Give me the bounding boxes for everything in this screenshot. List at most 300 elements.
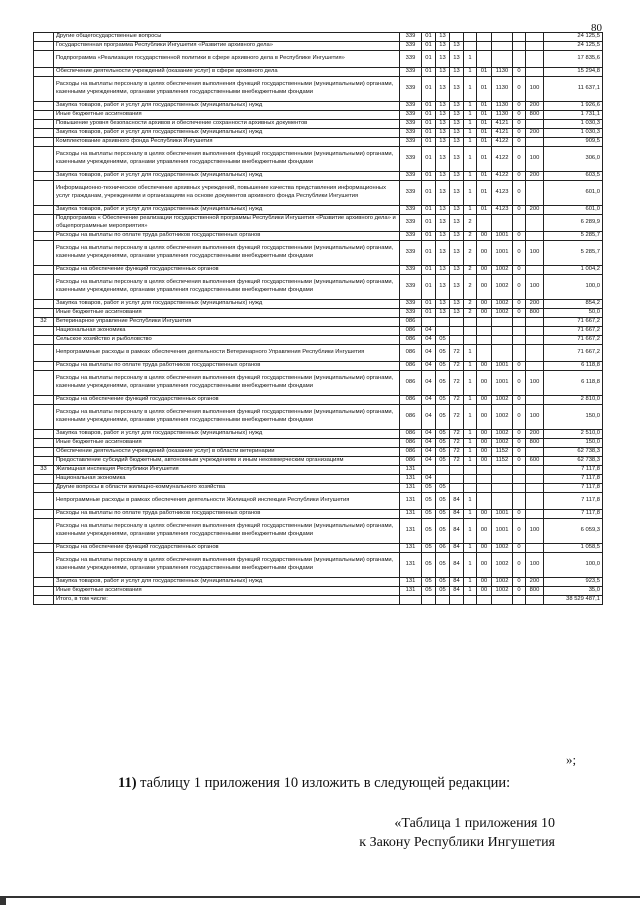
table-row [34, 120, 603, 129]
code-activity: 00 [477, 430, 492, 439]
code-subprogram: 1 [464, 129, 477, 138]
code-subprogram [464, 484, 477, 493]
code-ministry: 339 [400, 111, 422, 120]
row-name: Закупка товаров, работ и услуг для государственных (муниципальных) нужд [54, 430, 400, 439]
code-program: 84 [450, 519, 464, 544]
row-amount: 6 289,9 [544, 215, 603, 232]
code-subprogram: 1 [464, 587, 477, 596]
amendment-instruction [118, 775, 510, 792]
row-number [34, 206, 54, 215]
code-ministry: 339 [400, 33, 422, 42]
code-activity: 01 [477, 138, 492, 147]
row-number [34, 51, 54, 68]
code-section: 04 [422, 345, 436, 362]
code-ministry: 339 [400, 266, 422, 275]
code-subprogram: 1 [464, 172, 477, 181]
row-amount: 71 667,2 [544, 327, 603, 336]
code-subsection [436, 475, 450, 484]
code-subprogram: 1 [464, 544, 477, 553]
code-activity: 00 [477, 587, 492, 596]
row-number [34, 439, 54, 448]
table-row [34, 587, 603, 596]
code-subsection: 13 [436, 300, 450, 309]
code-subsection: 13 [436, 181, 450, 206]
code-ministry: 339 [400, 147, 422, 172]
code-section: 04 [422, 430, 436, 439]
code-suffix [513, 596, 526, 605]
code-suffix: 0 [513, 544, 526, 553]
code-expense-type [526, 266, 544, 275]
code-activity: 00 [477, 448, 492, 457]
code-direction: 1130 [492, 77, 513, 102]
code-expense-type: 800 [526, 111, 544, 120]
table-row [34, 318, 603, 327]
row-number [34, 68, 54, 77]
code-ministry: 086 [400, 430, 422, 439]
code-expense-type: 800 [526, 587, 544, 596]
code-direction [492, 51, 513, 68]
row-amount: 6 118,8 [544, 371, 603, 396]
code-subsection: 05 [436, 396, 450, 405]
code-program: 72 [450, 362, 464, 371]
table-row [34, 111, 603, 120]
code-expense-type [526, 362, 544, 371]
code-suffix: 0 [513, 587, 526, 596]
code-direction: 1002 [492, 544, 513, 553]
code-program: 72 [450, 439, 464, 448]
table-row [34, 457, 603, 466]
row-amount: 1 030,3 [544, 129, 603, 138]
code-direction: 1152 [492, 448, 513, 457]
code-expense-type [526, 466, 544, 475]
row-number [34, 172, 54, 181]
row-name: Расходы на выплаты персоналу в целях обеспечения выполнения функций государственными (муниципальными) органами, казенными учреждениями, органами управления государственными внебюджетными фондами [54, 405, 400, 430]
row-number: 33 [34, 466, 54, 475]
code-suffix: 0 [513, 77, 526, 102]
row-name: Расходы на выплаты персоналу в целях обеспечения выполнения функций государственными (муниципальными) органами, казенными учреждениями, органами управления государственными внебюджетными фондами [54, 241, 400, 266]
row-amount: 62 738,3 [544, 448, 603, 457]
code-program: 84 [450, 578, 464, 587]
code-suffix [513, 318, 526, 327]
code-expense-type: 100 [526, 77, 544, 102]
code-section: 01 [422, 111, 436, 120]
code-program: 84 [450, 553, 464, 578]
row-amount: 150,0 [544, 405, 603, 430]
code-direction [492, 345, 513, 362]
code-direction [492, 596, 513, 605]
code-activity [477, 493, 492, 510]
code-subsection: 05 [436, 519, 450, 544]
code-section: 01 [422, 51, 436, 68]
table-row [34, 336, 603, 345]
table-row [34, 206, 603, 215]
code-direction: 1130 [492, 111, 513, 120]
row-name: Подпрограмма «Реализация государственной политики в сфере архивного дела в Республике Ингушетия» [54, 51, 400, 68]
code-ministry: 339 [400, 241, 422, 266]
code-direction: 1002 [492, 309, 513, 318]
code-section: 04 [422, 457, 436, 466]
code-section: 05 [422, 553, 436, 578]
table-row [34, 327, 603, 336]
code-subsection: 05 [436, 578, 450, 587]
code-subprogram: 1 [464, 102, 477, 111]
code-program: 72 [450, 448, 464, 457]
code-subsection: 13 [436, 275, 450, 300]
code-suffix [513, 493, 526, 510]
code-expense-type: 200 [526, 430, 544, 439]
code-suffix [513, 466, 526, 475]
table-row [34, 544, 603, 553]
row-name: Расходы на выплаты персоналу в целях обеспечения выполнения функций государственными (муниципальными) органами, казенными учреждениями, органами управления государственными внебюджетными фондами [54, 275, 400, 300]
row-amount: 601,0 [544, 181, 603, 206]
code-subsection: 06 [436, 544, 450, 553]
code-subsection: 13 [436, 241, 450, 266]
row-amount: 50,0 [544, 309, 603, 318]
budget-table-body [34, 33, 603, 605]
code-subprogram [464, 336, 477, 345]
row-name: Жилищная инспекция Республики Ингушетия [54, 466, 400, 475]
code-ministry: 131 [400, 519, 422, 544]
code-subprogram [464, 466, 477, 475]
code-section: 05 [422, 484, 436, 493]
row-number [34, 33, 54, 42]
code-section [422, 596, 436, 605]
code-section: 01 [422, 215, 436, 232]
code-suffix [513, 42, 526, 51]
code-program: 84 [450, 587, 464, 596]
code-program: 13 [450, 129, 464, 138]
code-program: 13 [450, 120, 464, 129]
code-program: 13 [450, 138, 464, 147]
table-row [34, 138, 603, 147]
row-amount: 601,0 [544, 206, 603, 215]
row-amount: 71 667,2 [544, 318, 603, 327]
code-program: 13 [450, 147, 464, 172]
row-number [34, 493, 54, 510]
code-ministry: 086 [400, 396, 422, 405]
code-ministry: 339 [400, 172, 422, 181]
row-name: Обеспечение деятельности учреждений (оказание услуг) в области ветеринарии [54, 448, 400, 457]
code-program: 13 [450, 300, 464, 309]
code-expense-type: 100 [526, 275, 544, 300]
code-subprogram: 1 [464, 578, 477, 587]
code-program [450, 596, 464, 605]
code-activity: 00 [477, 266, 492, 275]
code-program: 13 [450, 42, 464, 51]
row-amount: 306,0 [544, 147, 603, 172]
code-ministry: 086 [400, 439, 422, 448]
code-suffix [513, 475, 526, 484]
table-row [34, 510, 603, 519]
code-subsection: 05 [436, 439, 450, 448]
table-row [34, 172, 603, 181]
code-activity [477, 215, 492, 232]
code-direction: 4122 [492, 172, 513, 181]
code-subsection: 05 [436, 493, 450, 510]
code-activity: 00 [477, 396, 492, 405]
code-subsection: 05 [436, 336, 450, 345]
code-expense-type [526, 336, 544, 345]
code-suffix: 0 [513, 181, 526, 206]
code-ministry: 086 [400, 457, 422, 466]
code-subprogram: 2 [464, 232, 477, 241]
row-amount: 5 285,7 [544, 232, 603, 241]
code-ministry: 086 [400, 318, 422, 327]
row-name: Закупка товаров, работ и услуг для государственных (муниципальных) нужд [54, 129, 400, 138]
code-program: 13 [450, 181, 464, 206]
code-activity: 00 [477, 309, 492, 318]
table-row [34, 484, 603, 493]
code-expense-type [526, 327, 544, 336]
row-name: Подпрограмма « Обеспечение реализации государственной программы Республики Ингушетия «Развитие архивного дела» и общепрограммные мероприятия» [54, 215, 400, 232]
code-subprogram: 1 [464, 430, 477, 439]
row-name: Расходы на выплаты персоналу в целях обеспечения выполнения функций государственными (муниципальными) органами, казенными учреждениями, органами управления государственными внебюджетными фондами [54, 77, 400, 102]
code-subsection [436, 318, 450, 327]
code-expense-type [526, 475, 544, 484]
row-amount: 1 030,3 [544, 120, 603, 129]
code-subprogram: 2 [464, 300, 477, 309]
code-ministry: 086 [400, 448, 422, 457]
code-suffix [513, 336, 526, 345]
row-name: Ветеринарное управление Республики Ингушетия [54, 318, 400, 327]
code-expense-type: 100 [526, 519, 544, 544]
row-amount: 17 835,6 [544, 51, 603, 68]
code-ministry: 339 [400, 309, 422, 318]
code-expense-type: 200 [526, 102, 544, 111]
row-amount: 150,0 [544, 439, 603, 448]
code-section: 01 [422, 77, 436, 102]
code-activity: 00 [477, 510, 492, 519]
code-subprogram: 1 [464, 493, 477, 510]
code-suffix: 0 [513, 309, 526, 318]
code-suffix: 0 [513, 362, 526, 371]
row-name: Расходы на выплаты персоналу в целях обеспечения выполнения функций государственными (муниципальными) органами, казенными учреждениями, органами управления государственными внебюджетными фондами [54, 147, 400, 172]
code-subprogram [464, 42, 477, 51]
code-direction [492, 336, 513, 345]
code-activity: 00 [477, 232, 492, 241]
code-expense-type [526, 181, 544, 206]
code-subsection: 13 [436, 266, 450, 275]
row-name: Расходы на выплаты персоналу в целях обеспечения выполнения функций государственными (муниципальными) органами, казенными учреждениями, органами управления государственными внебюджетными фондами [54, 519, 400, 544]
code-subprogram: 2 [464, 266, 477, 275]
code-subsection: 13 [436, 33, 450, 42]
row-number [34, 345, 54, 362]
row-amount: 100,0 [544, 553, 603, 578]
scan-edge-mark [0, 898, 6, 905]
code-activity: 00 [477, 519, 492, 544]
table-row [34, 396, 603, 405]
code-ministry: 086 [400, 405, 422, 430]
row-name: Иные бюджетные ассигнования [54, 309, 400, 318]
code-direction [492, 475, 513, 484]
code-ministry: 131 [400, 466, 422, 475]
code-program: 13 [450, 309, 464, 318]
code-ministry: 339 [400, 42, 422, 51]
code-expense-type: 200 [526, 206, 544, 215]
row-name: Сельское хозяйство и рыболовство [54, 336, 400, 345]
code-activity [477, 484, 492, 493]
code-section: 05 [422, 544, 436, 553]
code-subprogram: 1 [464, 396, 477, 405]
code-program: 13 [450, 51, 464, 68]
code-subsection: 05 [436, 510, 450, 519]
code-direction [492, 215, 513, 232]
table-row [34, 430, 603, 439]
code-direction: 1001 [492, 510, 513, 519]
code-suffix: 0 [513, 241, 526, 266]
code-expense-type: 100 [526, 147, 544, 172]
code-expense-type: 100 [526, 553, 544, 578]
code-section: 01 [422, 129, 436, 138]
scan-edge-line [0, 896, 640, 898]
table-row [34, 129, 603, 138]
amendment-text: таблицу 1 приложения 10 изложить в следующей редакции: [140, 775, 511, 791]
code-subprogram: 2 [464, 275, 477, 300]
row-name: Закупка товаров, работ и услуг для государственных (муниципальных) нужд [54, 300, 400, 309]
row-number [34, 336, 54, 345]
code-section: 01 [422, 138, 436, 147]
code-section: 04 [422, 475, 436, 484]
code-subsection: 05 [436, 405, 450, 430]
code-section: 01 [422, 147, 436, 172]
code-subsection: 05 [436, 430, 450, 439]
code-activity: 01 [477, 147, 492, 172]
code-direction: 1002 [492, 275, 513, 300]
code-subprogram [464, 475, 477, 484]
code-section: 01 [422, 275, 436, 300]
code-ministry: 339 [400, 275, 422, 300]
code-direction: 1001 [492, 232, 513, 241]
code-expense-type [526, 51, 544, 68]
code-subprogram: 1 [464, 206, 477, 215]
table-row [34, 596, 603, 605]
table-row [34, 439, 603, 448]
table-row [34, 553, 603, 578]
code-subsection: 13 [436, 68, 450, 77]
code-subprogram [464, 327, 477, 336]
row-amount: 7 117,8 [544, 475, 603, 484]
table-row [34, 519, 603, 544]
code-subsection: 05 [436, 587, 450, 596]
code-ministry: 086 [400, 345, 422, 362]
code-subprogram: 1 [464, 181, 477, 206]
code-subsection: 13 [436, 129, 450, 138]
row-amount: 24 125,5 [544, 33, 603, 42]
code-program [450, 318, 464, 327]
code-ministry: 339 [400, 120, 422, 129]
code-ministry: 131 [400, 553, 422, 578]
code-ministry: 339 [400, 206, 422, 215]
code-program: 84 [450, 544, 464, 553]
code-direction: 1001 [492, 241, 513, 266]
row-name: Комплектование архивного фонда Республики Ингушетия [54, 138, 400, 147]
code-program: 72 [450, 371, 464, 396]
code-suffix: 0 [513, 300, 526, 309]
code-suffix: 0 [513, 232, 526, 241]
code-section [422, 466, 436, 475]
code-ministry: 339 [400, 68, 422, 77]
code-direction [492, 42, 513, 51]
code-activity: 00 [477, 362, 492, 371]
code-direction: 1002 [492, 430, 513, 439]
row-amount: 11 637,1 [544, 77, 603, 102]
row-amount: 62 738,3 [544, 457, 603, 466]
code-program: 72 [450, 396, 464, 405]
code-expense-type: 100 [526, 241, 544, 266]
row-number [34, 596, 54, 605]
code-direction [492, 33, 513, 42]
code-activity [477, 51, 492, 68]
code-activity: 00 [477, 544, 492, 553]
code-expense-type [526, 120, 544, 129]
code-subprogram: 1 [464, 77, 477, 102]
code-direction: 1002 [492, 266, 513, 275]
code-activity: 00 [477, 371, 492, 396]
code-suffix [513, 215, 526, 232]
table-row [34, 371, 603, 396]
code-section: 01 [422, 309, 436, 318]
code-suffix: 0 [513, 266, 526, 275]
code-section: 01 [422, 120, 436, 129]
table-row [34, 266, 603, 275]
row-name: Национальная экономика [54, 475, 400, 484]
row-name: Расходы на выплаты персоналу в целях обеспечения выполнения функций государственными (муниципальными) органами, казенными учреждениями, органами управления государственными внебюджетными фондами [54, 553, 400, 578]
code-activity: 01 [477, 111, 492, 120]
code-activity: 01 [477, 102, 492, 111]
code-subsection: 13 [436, 215, 450, 232]
table-row [34, 448, 603, 457]
code-direction: 1002 [492, 396, 513, 405]
code-suffix: 0 [513, 102, 526, 111]
code-subprogram: 1 [464, 371, 477, 396]
row-number [34, 266, 54, 275]
code-expense-type [526, 345, 544, 362]
code-expense-type [526, 68, 544, 77]
row-number [34, 138, 54, 147]
code-subprogram: 1 [464, 68, 477, 77]
code-section: 01 [422, 266, 436, 275]
code-section: 05 [422, 510, 436, 519]
code-section: 04 [422, 371, 436, 396]
code-suffix: 0 [513, 578, 526, 587]
code-ministry: 339 [400, 181, 422, 206]
row-name: Национальная экономика [54, 327, 400, 336]
code-subprogram [464, 318, 477, 327]
code-subsection: 13 [436, 51, 450, 68]
table-row [34, 309, 603, 318]
code-direction: 1002 [492, 439, 513, 448]
code-activity [477, 327, 492, 336]
table-row [34, 362, 603, 371]
code-suffix: 0 [513, 138, 526, 147]
code-program: 13 [450, 206, 464, 215]
code-activity [477, 336, 492, 345]
row-amount: 24 125,5 [544, 42, 603, 51]
code-suffix [513, 345, 526, 362]
code-activity: 00 [477, 241, 492, 266]
code-program [450, 484, 464, 493]
code-section: 01 [422, 300, 436, 309]
row-name: Закупка товаров, работ и услуг для государственных (муниципальных) нужд [54, 102, 400, 111]
code-expense-type [526, 596, 544, 605]
code-subprogram: 2 [464, 241, 477, 266]
row-name: Другие вопросы в области жилищно-коммунального хозяйства [54, 484, 400, 493]
table-row [34, 466, 603, 475]
code-subprogram: 1 [464, 111, 477, 120]
code-activity: 00 [477, 553, 492, 578]
code-program [450, 466, 464, 475]
code-expense-type [526, 215, 544, 232]
